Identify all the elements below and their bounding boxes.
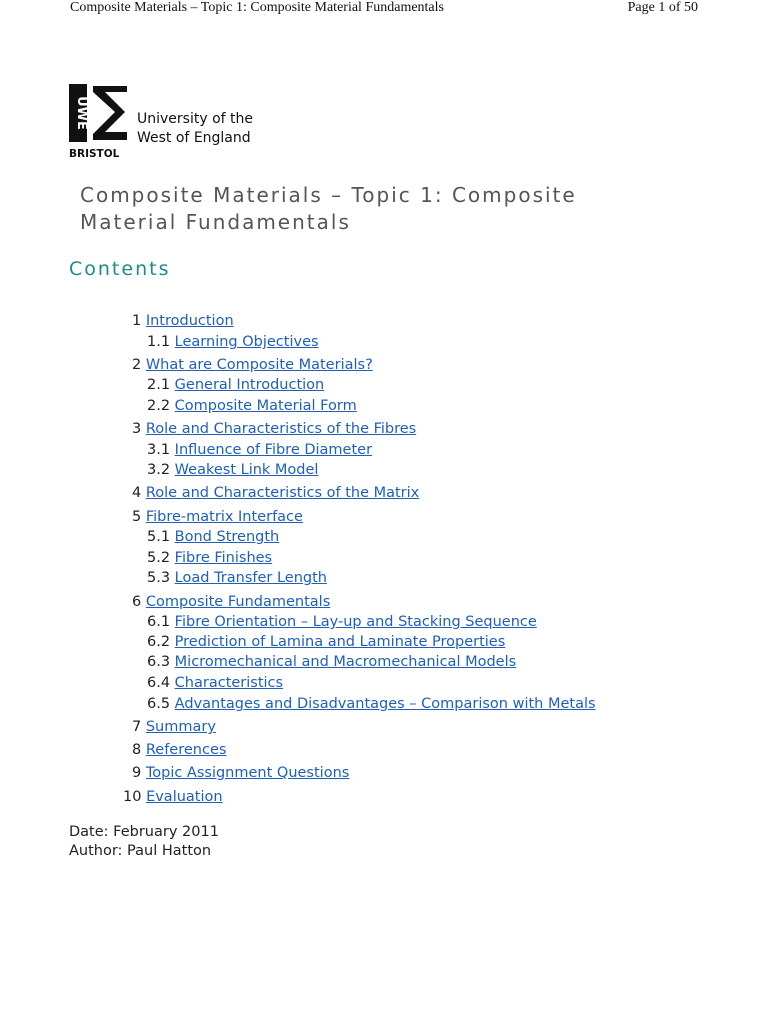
toc-entry-number: 2 (132, 357, 142, 373)
toc-link-references[interactable]: References (145, 742, 227, 758)
toc-link-bond-strength[interactable]: Bond Strength (174, 529, 280, 545)
toc-entry (132, 312, 234, 330)
toc-entry-number: 3 (132, 421, 142, 437)
toc-entry (147, 569, 327, 587)
toc-entry-number: 1.1 (147, 334, 171, 350)
toc-entry-number: 9 (132, 765, 142, 781)
toc-entry (147, 695, 596, 713)
toc-link-fibre-finishes[interactable]: Fibre Finishes (174, 550, 273, 566)
toc-entry (147, 528, 279, 546)
toc-link-fibre-orientation[interactable]: Fibre Orientation – Lay-up and Stacking Sequence (174, 614, 537, 630)
toc-link-general-introduction[interactable]: General Introduction (174, 377, 325, 393)
toc-entry (132, 741, 226, 759)
toc-entry (132, 484, 419, 502)
toc-entry (147, 333, 319, 351)
toc-entry-number: 10 (123, 789, 142, 805)
toc-entry (147, 613, 537, 631)
toc-entry (123, 788, 223, 806)
toc-entry (147, 397, 357, 415)
document-title-line1: Composite Materials – Topic 1: Composite (80, 183, 577, 207)
logo-city-text: BRISTOL (69, 148, 120, 160)
logo-mark-text: UWE (74, 96, 89, 130)
toc-entry-number: 6.3 (147, 654, 171, 670)
toc-entry (132, 593, 330, 611)
toc-entry (147, 461, 318, 479)
toc-link-what-are-composite-materials[interactable]: What are Composite Materials? (145, 357, 373, 373)
page-indicator: Page 1 of 50 (627, 0, 698, 15)
toc-entry-number: 5.1 (147, 529, 171, 545)
toc-entry-number: 7 (132, 719, 142, 735)
university-name-line2: West of England (137, 130, 251, 146)
toc-entry-number: 3.1 (147, 442, 171, 458)
document-author: Author: Paul Hatton (69, 843, 212, 859)
toc-link-characteristics[interactable]: Characteristics (174, 675, 284, 691)
toc-entry-number: 2.1 (147, 377, 171, 393)
toc-entry (132, 718, 216, 736)
toc-entry-number: 6.1 (147, 614, 171, 630)
toc-entry (147, 633, 505, 651)
toc-link-influence-of-fibre-diameter[interactable]: Influence of Fibre Diameter (174, 442, 373, 458)
toc-entry-number: 4 (132, 485, 142, 501)
document-meta (69, 823, 219, 861)
toc-link-micro-macro-models[interactable]: Micromechanical and Macromechanical Models (174, 654, 517, 670)
toc-entry-number: 6 (132, 594, 142, 610)
toc-entry (147, 441, 372, 459)
toc-entry-number: 6.2 (147, 634, 171, 650)
toc-link-composite-fundamentals[interactable]: Composite Fundamentals (145, 594, 331, 610)
toc-entry-number: 5 (132, 509, 142, 525)
toc-link-prediction-of-properties[interactable]: Prediction of Lamina and Laminate Properties (174, 634, 506, 650)
toc-link-topic-assignment-questions[interactable]: Topic Assignment Questions (145, 765, 350, 781)
toc-entry (147, 549, 272, 567)
toc-link-summary[interactable]: Summary (145, 719, 216, 735)
toc-link-weakest-link-model[interactable]: Weakest Link Model (174, 462, 319, 478)
contents-heading: Contents (69, 258, 171, 280)
toc-entry-number: 5.2 (147, 550, 171, 566)
toc-entry-number: 2.2 (147, 398, 171, 414)
toc-entry (132, 356, 373, 374)
toc-link-composite-material-form[interactable]: Composite Material Form (174, 398, 357, 414)
toc-entry (132, 764, 349, 782)
toc-entry-number: 3.2 (147, 462, 171, 478)
toc-entry (132, 508, 303, 526)
toc-entry (132, 420, 416, 438)
toc-link-role-of-fibres[interactable]: Role and Characteristics of the Fibres (145, 421, 417, 437)
toc-link-role-of-matrix[interactable]: Role and Characteristics of the Matrix (145, 485, 420, 501)
toc-link-advantages-disadvantages[interactable]: Advantages and Disadvantages – Comparison with Metals (174, 696, 596, 712)
toc-entry (147, 653, 516, 671)
toc-entry-number: 1 (132, 313, 142, 329)
toc-entry (147, 674, 283, 692)
toc-entry-number: 6.4 (147, 675, 171, 691)
toc-link-fibre-matrix-interface[interactable]: Fibre-matrix Interface (145, 509, 303, 525)
university-name-line1: University of the (137, 111, 253, 127)
toc-entry-number: 6.5 (147, 696, 171, 712)
header-title: Composite Materials – Topic 1: Composite Material Fundamentals (70, 0, 444, 15)
toc-link-evaluation[interactable]: Evaluation (146, 789, 223, 805)
toc-entry-number: 8 (132, 742, 142, 758)
document-title-line2: Material Fundamentals (80, 210, 351, 234)
document-date: Date: February 2011 (69, 824, 219, 840)
toc-link-load-transfer-length[interactable]: Load Transfer Length (174, 570, 327, 586)
toc-link-introduction[interactable]: Introduction (145, 313, 234, 329)
toc-link-learning-objectives[interactable]: Learning Objectives (174, 334, 319, 350)
toc-entry (147, 376, 324, 394)
toc-entry-number: 5.3 (147, 570, 171, 586)
